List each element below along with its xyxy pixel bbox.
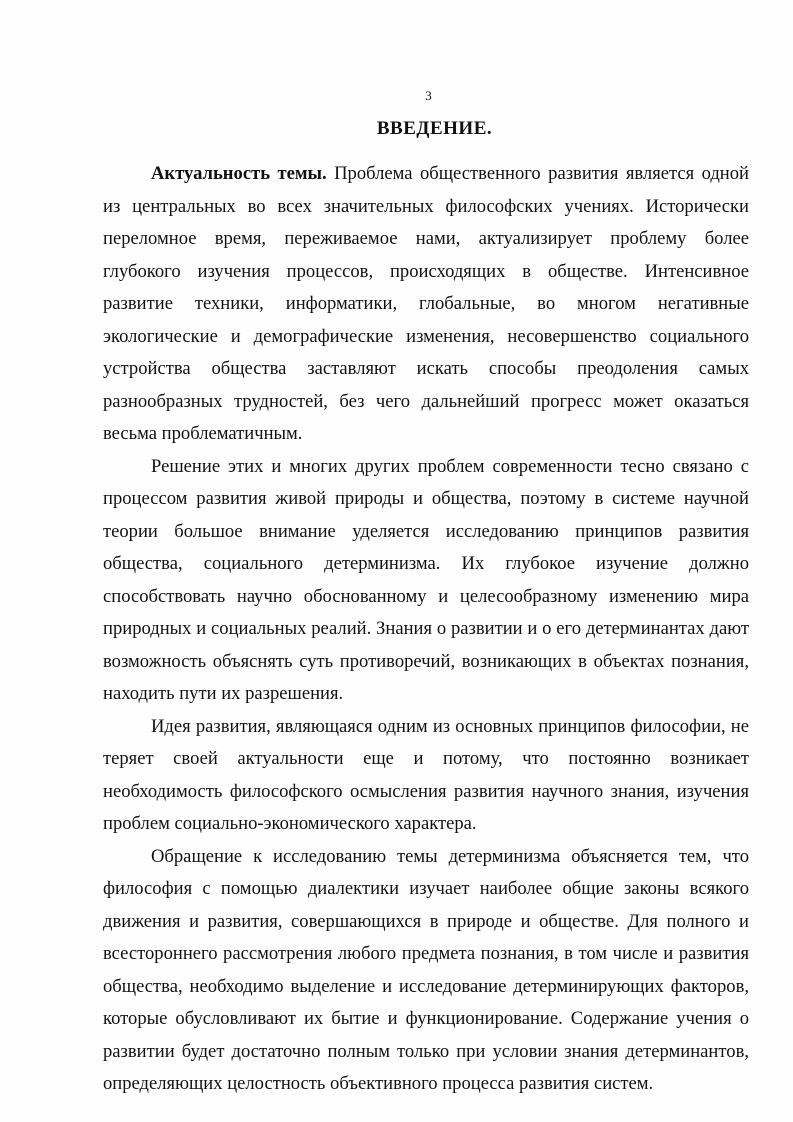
body-text [103,158,749,1101]
paragraph-3: Идея развития, являющаяся одним из основных принципов философии, не теряет своей актуальности еще и потому, что постоянно возникает необходимость философского осмысления развития научного знания, изучения проблем социально-экономического характера. [103,715,749,834]
paragraph-1-lead: Актуальность темы. [151,163,327,184]
paragraph-2: Решение этих и многих других проблем современности тесно связано с процессом развития живой природы и общества, поэтому в системе научной теории большое внимание уделяется исследованию принципов развития общества, социального детерминизма. Их глубокое изучение должно способствовать научно обоснованному и целесообразному изменению мира природных и социальных реалий. Знания о развитии и о его детерминантах дают возможность объяснять суть противоречий, возникающих в объектах познания, находить пути их разрешения. [103,455,749,704]
paragraph-4: Обращение к исследованию темы детерминизма объясняется тем, что философия с помощью диалектики изучает наиболее общие законы всякого движения и развития, совершающихся в природе и обществе. Для полного и всестороннего рассмотрения любого предмета познания, в том числе и развития общества, необходимо выделение и исследование детерминирующих факторов, которые обусловливают их бытие и функционирование. Содержание учения о развитии будет достаточно полным только при условии знания детерминантов, определяющих целостность объективного процесса развития систем. [103,845,749,1094]
section-heading: ВВЕДЕНИЕ. [376,118,493,139]
paragraph-1-text: Проблема общественного развития является одной из центральных во всех значительных философских учениях. Исторически переломное время, переживаемое нами, актуализирует проблему более глубокого изучения процессов, происходящих в обществе. Интенсивное развитие техники, информатики, глобальные, во многом негативные экологические и демографические изменения, несовершенство социального устройства общества заставляют искать способы преодоления самых разнообразных трудностей, без чего дальнейший прогресс может оказаться весьма проблематичным. [103,163,750,444]
page-number: 3 [425,88,432,103]
paragraph-1 [103,158,749,451]
